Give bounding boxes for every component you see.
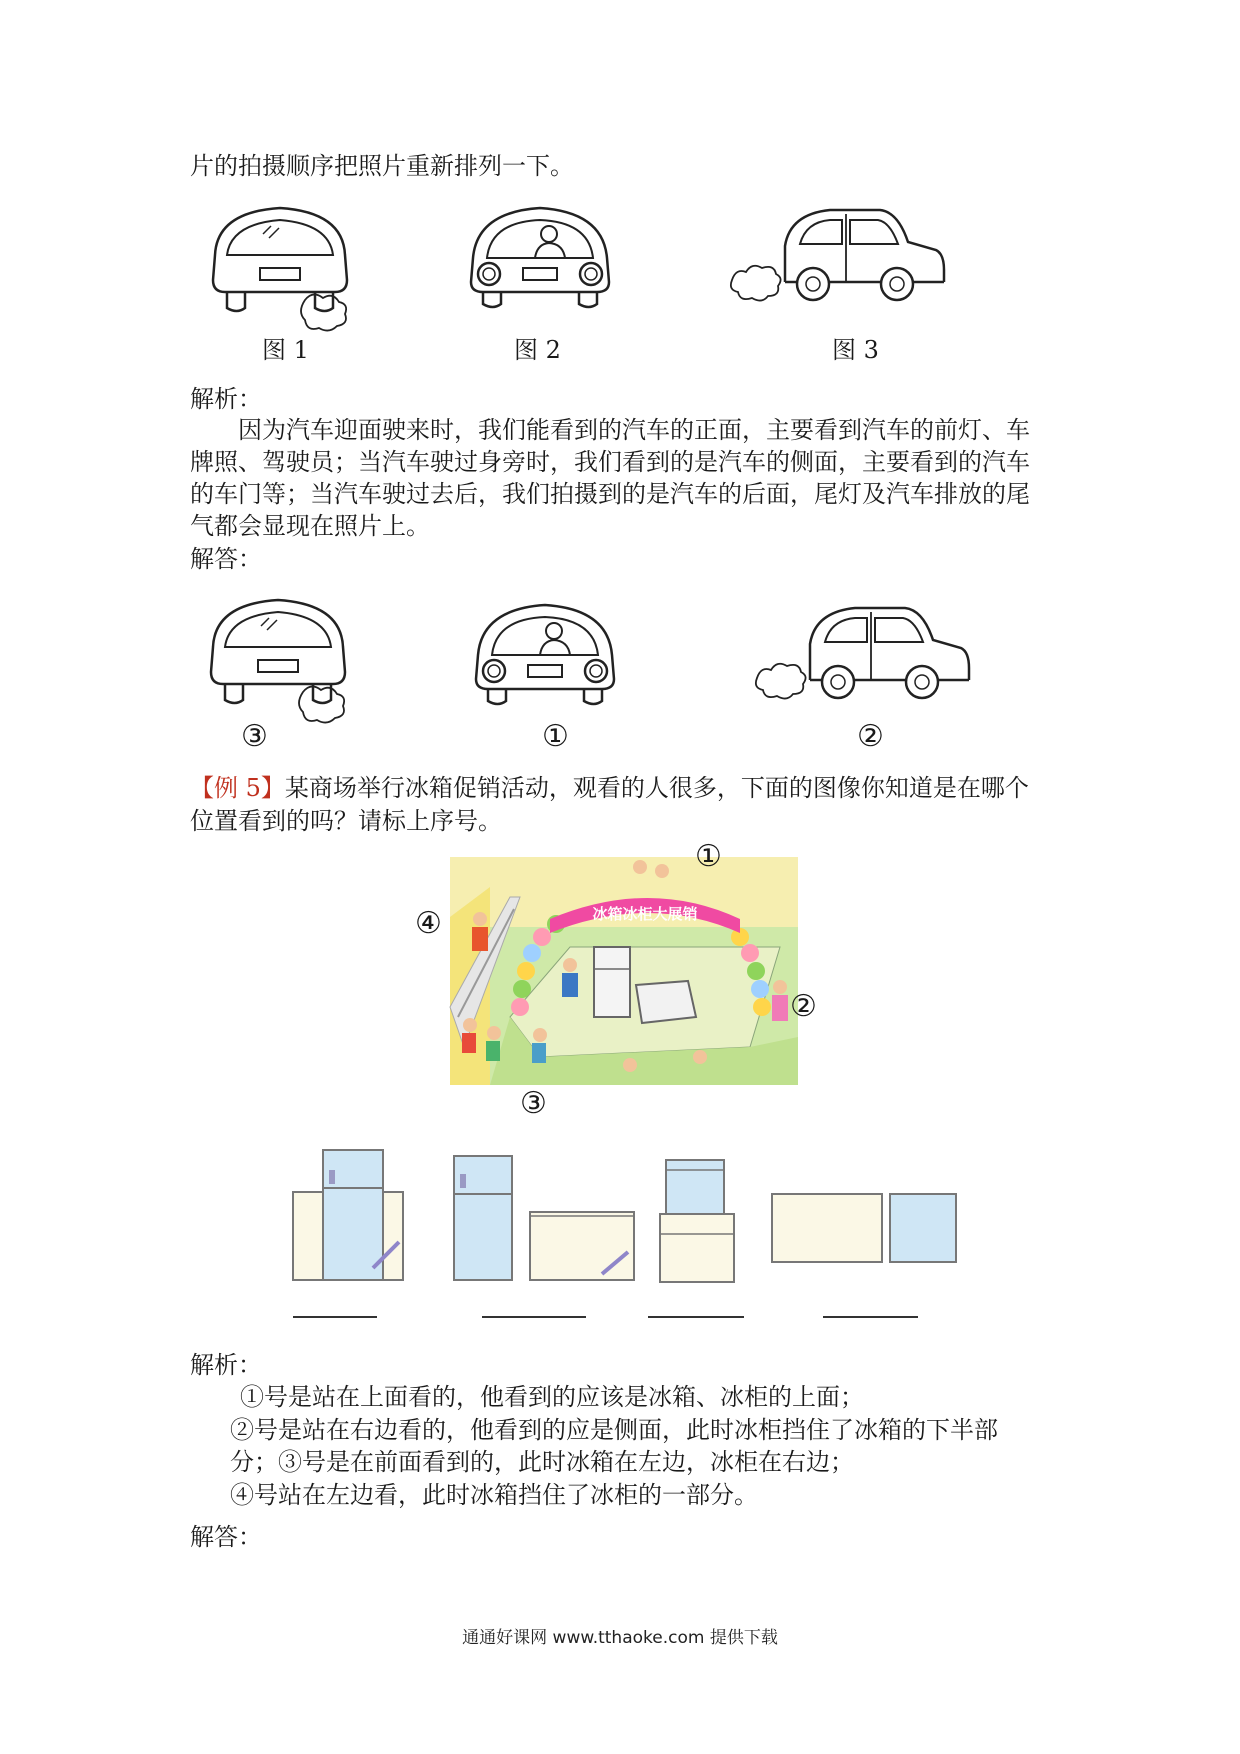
car-rear-answer xyxy=(203,592,353,722)
answer-blank[interactable] xyxy=(648,1316,744,1318)
car-side-answer xyxy=(755,598,975,708)
example-5-line-2: 位置看到的吗？请标上序号。 xyxy=(190,807,502,835)
intro-text: 片的拍摄顺序把照片重新排列一下。 xyxy=(190,152,574,180)
analysis-paragraph-line: 气都会显现在照片上。 xyxy=(190,512,430,540)
car-rear-figure-1 xyxy=(205,200,355,330)
figure-2-caption: 图 2 xyxy=(514,336,561,364)
example-5-question xyxy=(190,772,1029,804)
answer-order-label: ① xyxy=(542,719,569,754)
sales-scene-illustration xyxy=(450,857,798,1085)
answer-order-label: ③ xyxy=(241,719,268,754)
analysis-paragraph-line: ④号站在左边看，此时冰箱挡住了冰柜的一部分。 xyxy=(230,1481,758,1509)
answer-blank[interactable] xyxy=(293,1316,377,1318)
position-marker-1: ① xyxy=(695,839,722,874)
example-5-line-1: 某商场举行冰箱促销活动，观看的人很多，下面的图像你知道是在哪个 xyxy=(284,774,1029,802)
view-fridge-left-freezer-right xyxy=(452,1150,637,1285)
scene-banner-text: 冰箱冰柜大展销 xyxy=(592,905,698,923)
car-front-figure-2 xyxy=(465,200,615,310)
figure-3-caption: 图 3 xyxy=(832,336,879,364)
analysis-paragraph-line: ②号是站在右边看的，他看到的应是侧面，此时冰柜挡住了冰箱的下半部 xyxy=(230,1416,998,1444)
analysis-paragraph-line: ①号是站在上面看的，他看到的应该是冰箱、冰柜的上面； xyxy=(240,1383,864,1411)
page-footer: 通通好课网 www.tthaoke.com 提供下载 xyxy=(462,1628,778,1648)
answer-label: 解答： xyxy=(190,545,262,573)
view-freezer-hides-fridge xyxy=(658,1160,738,1285)
analysis-label: 解析： xyxy=(190,1351,262,1379)
analysis-paragraph-line: 牌照、驾驶员；当汽车驶过身旁时，我们看到的是汽车的侧面，主要看到的汽车 xyxy=(190,448,1030,476)
answer-label: 解答： xyxy=(190,1523,262,1551)
view-from-top xyxy=(770,1192,960,1264)
position-marker-3: ③ xyxy=(520,1086,547,1121)
analysis-paragraph-line: 因为汽车迎面驶来时，我们能看到的汽车的正面，主要看到汽车的前灯、车 xyxy=(238,416,1030,444)
view-fridge-behind-freezer xyxy=(293,1150,408,1285)
figure-1-caption: 图 1 xyxy=(262,336,309,364)
position-marker-2: ② xyxy=(790,989,817,1024)
analysis-label: 解析： xyxy=(190,385,262,413)
answer-order-label: ② xyxy=(857,719,884,754)
answer-blank[interactable] xyxy=(482,1316,586,1318)
example-5-tag: 【例 5】 xyxy=(190,774,285,802)
analysis-paragraph-line: 分；③号是在前面看到的，此时冰箱在左边，冰柜在右边； xyxy=(230,1448,854,1476)
analysis-paragraph-line: 的车门等；当汽车驶过去后，我们拍摄到的是汽车的后面，尾灯及汽车排放的尾 xyxy=(190,480,1030,508)
answer-blank[interactable] xyxy=(823,1316,918,1318)
car-side-figure-3 xyxy=(730,200,950,310)
position-marker-4: ④ xyxy=(415,906,442,941)
car-front-answer xyxy=(470,597,620,707)
